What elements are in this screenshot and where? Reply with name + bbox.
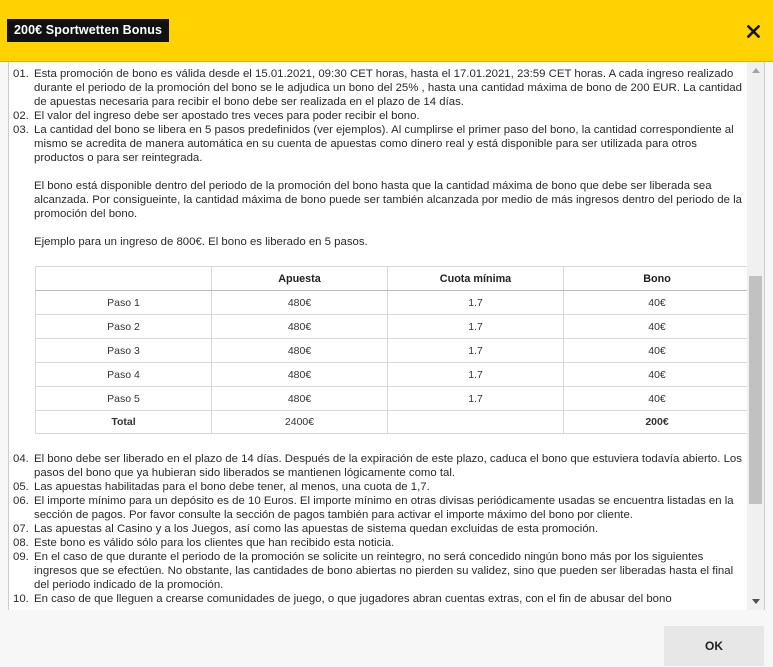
- caret-down-icon: [752, 599, 760, 604]
- terms-item: [13, 550, 749, 592]
- terms-list-after: [13, 452, 749, 606]
- terms-list-before: [13, 67, 749, 165]
- terms-item-number: 05.: [13, 481, 29, 493]
- table-body: [36, 291, 750, 434]
- close-icon: [747, 25, 760, 38]
- terms-item-text: El importe mínimo para un depósito es de 10 Euros. El importe mínimo en otras divisas periódicamente usadas se encuentra listadas en la sección de pagos. Por favor consulte la sección de pagos también para activar el importe máximo del bono por cliente.: [34, 495, 734, 521]
- terms-item: [13, 109, 749, 123]
- table-total-cell: [388, 411, 564, 434]
- table-cell: 1.7: [388, 291, 564, 315]
- table-total-cell: Total: [36, 411, 212, 434]
- table-header-cell: Cuota mínima: [388, 267, 564, 291]
- terms-item-text: En caso de que lleguen a crearse comunidades de juego, o que jugadores abran cuentas extras, con el fin de abusar del bono: [34, 593, 672, 605]
- terms-item-number: 06.: [13, 495, 29, 507]
- terms-item: [13, 536, 749, 550]
- terms-item-number: 04.: [13, 453, 29, 465]
- table-cell: 40€: [564, 387, 750, 411]
- scroll-thumb[interactable]: [749, 276, 762, 504]
- terms-example: Ejemplo para un ingreso de 800€. El bono es liberado en 5 pasos.: [34, 236, 368, 248]
- terms-item-text: Las apuestas habilitadas para el bono debe tener, al menos, una cuota de 1,7.: [34, 481, 430, 493]
- table-row: [36, 387, 750, 411]
- terms-item-number: 01.: [13, 68, 29, 80]
- terms-item-text: Esta promoción de bono es válida desde el 15.01.2021, 09:30 CET horas, hasta el 17.01.2021, 23:59 CET horas. A cada ingreso realizado durante el periodo de la promoción del bono se le adjudica un bono del 25% , hasta una cantidad máxima de bono de 200 EUR. La cantidad de apuestas necesaria para recibir el bono debe ser realizada en el plazo de 14 días.: [34, 68, 742, 108]
- table-header-cell: [36, 267, 212, 291]
- table-cell: 480€: [212, 291, 388, 315]
- table-header-cell: Bono: [564, 267, 750, 291]
- table-cell: Paso 5: [36, 387, 212, 411]
- table-cell: 40€: [564, 291, 750, 315]
- terms-content: [9, 62, 749, 610]
- terms-item: [13, 494, 749, 522]
- terms-item-number: 09.: [13, 551, 29, 563]
- terms-item: [13, 123, 749, 165]
- table-cell: 1.7: [388, 339, 564, 363]
- table-cell: 1.7: [388, 387, 564, 411]
- terms-item: [13, 452, 749, 480]
- terms-item-number: 07.: [13, 523, 29, 535]
- table-cell: 480€: [212, 315, 388, 339]
- terms-item-number: 10.: [13, 593, 29, 605]
- terms-item-text: El valor del ingreso debe ser apostado tres veces para poder recibir el bono.: [34, 110, 420, 122]
- table-cell: 40€: [564, 363, 750, 387]
- scroll-up-arrow[interactable]: [747, 62, 764, 79]
- table-cell: 40€: [564, 315, 750, 339]
- bonus-steps-table: [35, 266, 749, 434]
- terms-item-text: El bono debe ser liberado en el plazo de 14 días. Después de la expiración de este plazo, caduca el bono que estuviera todavía abierto. Los pasos del bono que ya hubieran sido liberados se mantienen lógicamente como tal.: [34, 453, 742, 479]
- table-cell: Paso 1: [36, 291, 212, 315]
- table-header-row: [36, 267, 750, 291]
- terms-item-number: 08.: [13, 537, 29, 549]
- terms-item-text: Este bono es válido sólo para los clientes que han recibido esta noticia.: [34, 537, 395, 549]
- terms-item-number: 02.: [13, 110, 29, 122]
- ok-button[interactable]: OK: [664, 626, 764, 666]
- table-total-cell: 2400€: [212, 411, 388, 434]
- table-cell: 480€: [212, 363, 388, 387]
- table-cell: Paso 4: [36, 363, 212, 387]
- table-total-cell: 200€: [564, 411, 750, 434]
- table-cell: 40€: [564, 339, 750, 363]
- table-row: [36, 315, 750, 339]
- terms-item-text: La cantidad del bono se libera en 5 pasos predefinidos (ver ejemplos). Al cumplirse el primer paso del bono, la cantidad correspondiente al mismo se acredita de manera automática en su cuenta de apuestas como dinero real y está disponible para ser utilizada para otros productos o para ser reintegrada.: [34, 124, 734, 164]
- scroll-down-arrow[interactable]: [747, 593, 764, 610]
- terms-item: [13, 67, 749, 109]
- terms-item-text: Las apuestas al Casino y a los Juegos, así como las apuestas de sistema quedan excluidas de esta promoción.: [34, 523, 599, 535]
- table-row: [36, 339, 750, 363]
- table-cell: Paso 3: [36, 339, 212, 363]
- dialog-header: [0, 0, 773, 62]
- table-header-cell: Apuesta: [212, 267, 388, 291]
- table-cell: 1.7: [388, 363, 564, 387]
- terms-item-number: 03.: [13, 124, 29, 136]
- vertical-scrollbar[interactable]: [747, 62, 764, 610]
- table-cell: 480€: [212, 339, 388, 363]
- table-row: [36, 363, 750, 387]
- table-cell: Paso 2: [36, 315, 212, 339]
- terms-panel: [8, 62, 765, 610]
- table-cell: 1.7: [388, 315, 564, 339]
- terms-paragraph: El bono está disponible dentro del periodo de la promoción del bono hasta que la cantidad máxima de bono que debe ser liberada sea alcanzada. Por consigueinte, la cantidad máxima de bono puede ser también alcanzada por medio de más ingresos dentro del periodo de la promoción del bono.: [34, 180, 742, 220]
- table-total-row: [36, 411, 750, 434]
- terms-item-text: En el caso de que durante el periodo de la promoción se solicite un reintegro, no será concedido ningún bono más por los siguientes ingresos que se efectúen. No obstante, las cantidades de bono abiertas no pierden su validez, sino que pueden ser liberadas hasta el final del periodo indicado de la promoción.: [34, 551, 734, 591]
- close-button[interactable]: [733, 11, 773, 51]
- terms-item: [13, 522, 749, 536]
- table-row: [36, 291, 750, 315]
- terms-item: [13, 592, 749, 606]
- caret-up-icon: [752, 68, 760, 73]
- dialog-footer: [0, 610, 773, 667]
- dialog-title: 200€ Sportwetten Bonus: [7, 19, 169, 42]
- table-cell: 480€: [212, 387, 388, 411]
- terms-item: [13, 480, 749, 494]
